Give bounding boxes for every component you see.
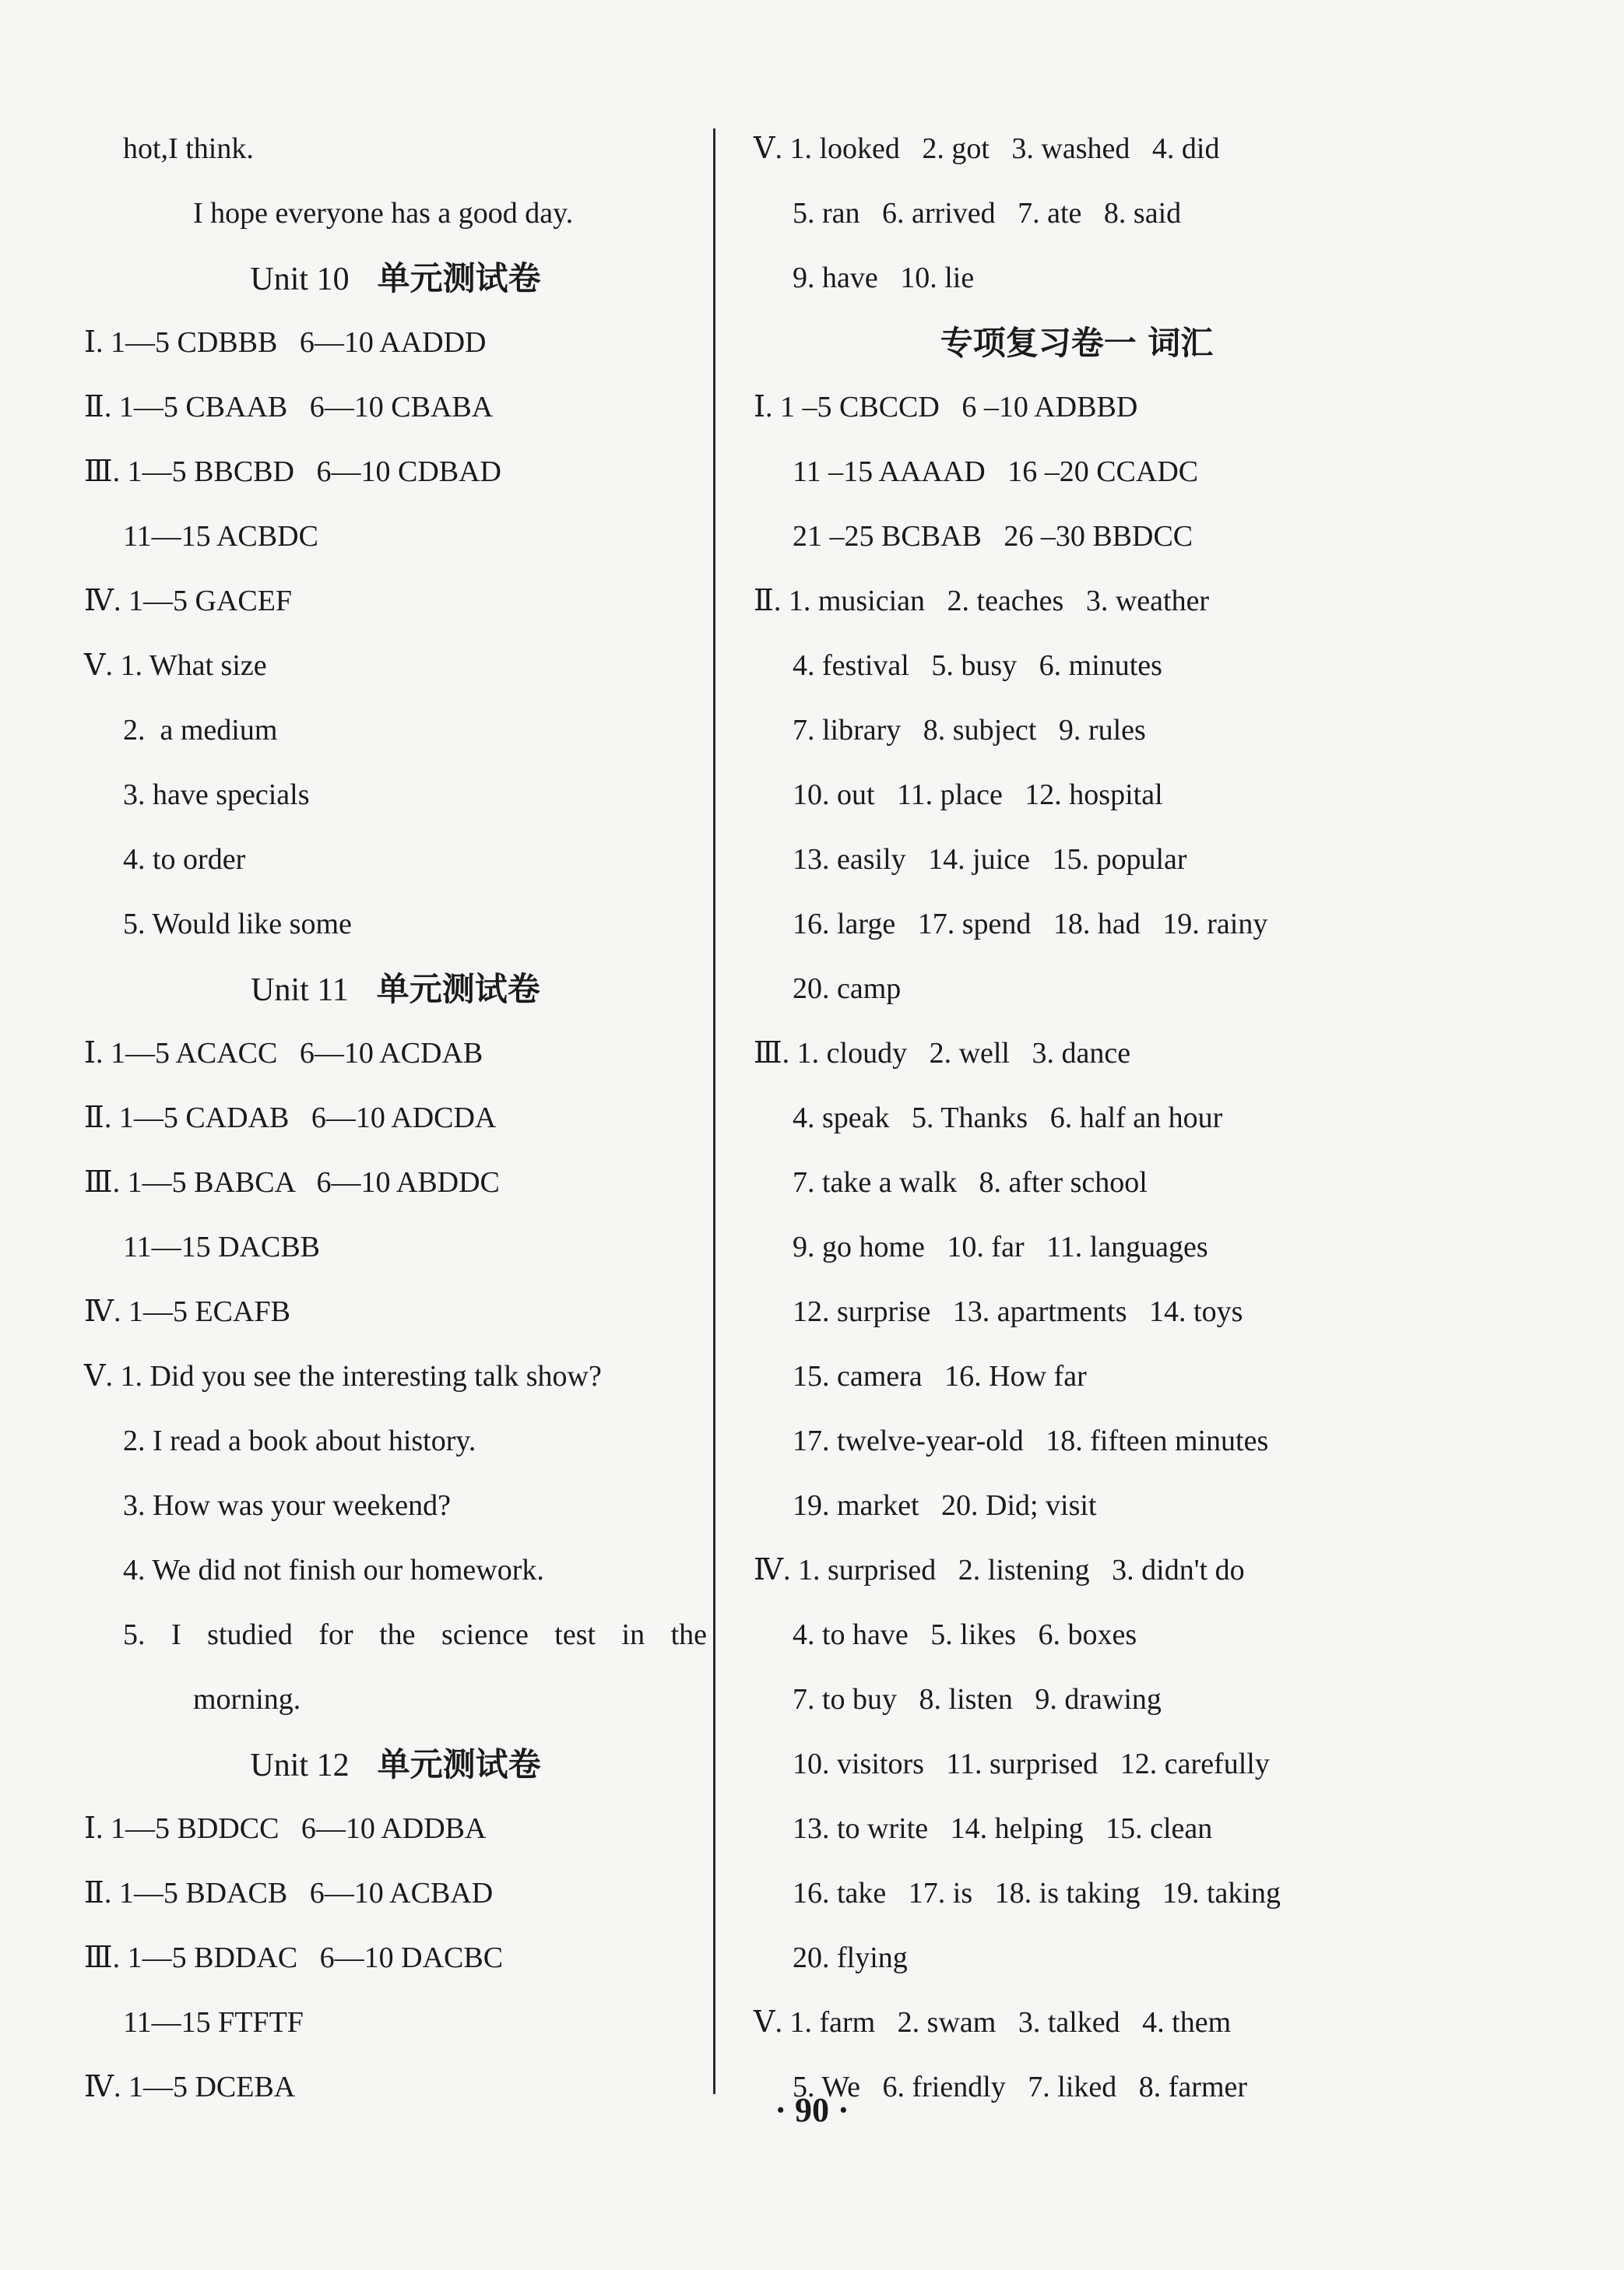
answer-line: 10. visitors 11. surprised 12. carefully	[793, 1748, 1270, 1780]
section-heading	[84, 246, 707, 311]
answer-line: Ⅴ. 1. looked 2. got 3. washed 4. did	[754, 132, 1220, 165]
heading-title: 专项复习卷一 词汇	[940, 324, 1214, 362]
heading-title: 单元测试卷	[377, 259, 541, 297]
answer-line: Ⅰ. 1—5 CDBBB 6—10 AADDD	[84, 326, 487, 359]
answer-line: 12. surprise 13. apartments 14. toys	[793, 1295, 1243, 1328]
answer-line: 20. camp	[793, 972, 902, 1005]
answer-line: Ⅱ. 1—5 CADAB 6—10 ADCDA	[84, 1102, 497, 1134]
section-heading	[84, 957, 707, 1021]
answer-line: 3. have specials	[123, 778, 310, 811]
answer-line: 7. take a walk 8. after school	[793, 1166, 1148, 1199]
answer-line: morning.	[193, 1683, 301, 1716]
answer-line: Ⅲ. 1—5 BDDAC 6—10 DACBC	[84, 1941, 504, 1974]
answer-line: 5. We 6. friendly 7. liked 8. farmer	[793, 2071, 1248, 2103]
answer-line: 13. to write 14. helping 15. clean	[793, 1812, 1213, 1845]
column-divider	[713, 128, 715, 2094]
answer-line: 4. to order	[123, 843, 246, 876]
answer-line: Ⅳ. 1—5 GACEF	[84, 585, 293, 617]
page-number: · 90 ·	[775, 2091, 849, 2129]
answer-line: 4. festival 5. busy 6. minutes	[793, 649, 1162, 682]
answer-line: 3. How was your weekend?	[123, 1489, 452, 1522]
answer-line: Ⅴ. 1. Did you see the interesting talk show?	[84, 1360, 602, 1393]
right-column	[754, 117, 1400, 2120]
heading-unit: Unit 10	[250, 262, 350, 297]
answer-line: 2. I read a book about history.	[123, 1425, 476, 1457]
answer-line: 16. take 17. is 18. is taking 19. taking	[793, 1877, 1281, 1910]
answer-line: Ⅱ. 1—5 BDACB 6—10 ACBAD	[84, 1877, 494, 1910]
answer-line: Ⅳ. 1—5 DCEBA	[84, 2071, 296, 2103]
answer-line: 16. large 17. spend 18. had 19. rainy	[793, 908, 1268, 940]
answer-line: 21 –25 BCBAB 26 –30 BBDCC	[793, 520, 1193, 553]
answer-line: 11—15 FTFTF	[123, 2006, 304, 2039]
answer-line: 9. go home 10. far 11. languages	[793, 1231, 1208, 1263]
heading-unit: Unit 11	[251, 972, 349, 1008]
answer-line: 4. speak 5. Thanks 6. half an hour	[793, 1102, 1223, 1134]
answer-line: Ⅴ. 1. What size	[84, 649, 267, 682]
heading-title: 单元测试卷	[377, 1745, 541, 1783]
answer-line: Ⅰ. 1 –5 CBCCD 6 –10 ADBBD	[754, 391, 1138, 423]
answer-line: 15. camera 16. How far	[793, 1360, 1087, 1393]
heading-title: 单元测试卷	[376, 970, 540, 1008]
answer-line: Ⅲ. 1—5 BABCA 6—10 ABDDC	[84, 1166, 500, 1199]
answer-line: 5. ran 6. arrived 7. ate 8. said	[793, 197, 1182, 230]
answer-line: 11—15 DACBB	[123, 1231, 321, 1263]
answer-line: 5. Would like some	[123, 908, 352, 940]
answer-line: Ⅲ. 1. cloudy 2. well 3. dance	[754, 1037, 1131, 1070]
answer-line: 11—15 ACBDC	[123, 520, 318, 553]
answer-line: 19. market 20. Did; visit	[793, 1489, 1097, 1522]
answer-line: Ⅳ. 1—5 ECAFB	[84, 1295, 290, 1328]
answer-line: Ⅱ. 1—5 CBAAB 6—10 CBABA	[84, 391, 494, 423]
answer-line: I hope everyone has a good day.	[193, 197, 574, 230]
left-column	[84, 117, 707, 2120]
answer-line: Ⅳ. 1. surprised 2. listening 3. didn't do	[754, 1554, 1245, 1587]
heading-unit: Unit 12	[250, 1748, 350, 1783]
answer-line: 7. to buy 8. listen 9. drawing	[793, 1683, 1162, 1716]
answer-line: Ⅰ. 1—5 ACACC 6—10 ACDAB	[84, 1037, 483, 1070]
answer-line: hot,I think.	[123, 132, 254, 165]
answer-line: 11 –15 AAAAD 16 –20 CCADC	[793, 455, 1199, 488]
answer-line: 7. library 8. subject 9. rules	[793, 714, 1146, 747]
answer-line: 5. I studied for the science test in the	[123, 1618, 707, 1651]
answer-line: 4. We did not finish our homework.	[123, 1554, 544, 1587]
answer-line: 17. twelve-year-old 18. fifteen minutes	[793, 1425, 1269, 1457]
section-heading	[754, 311, 1400, 375]
answer-line: 20. flying	[793, 1941, 908, 1974]
answer-line: 2. a medium	[123, 714, 278, 747]
answer-line: 10. out 11. place 12. hospital	[793, 778, 1163, 811]
answer-line: 13. easily 14. juice 15. popular	[793, 843, 1187, 876]
answer-line: Ⅲ. 1—5 BBCBD 6—10 CDBAD	[84, 455, 501, 488]
answer-line: Ⅱ. 1. musician 2. teaches 3. weather	[754, 585, 1210, 617]
answer-line: Ⅰ. 1—5 BDDCC 6—10 ADDBA	[84, 1812, 487, 1845]
answer-line: 4. to have 5. likes 6. boxes	[793, 1618, 1137, 1651]
answer-line: Ⅴ. 1. farm 2. swam 3. talked 4. them	[754, 2006, 1232, 2039]
section-heading	[84, 1732, 707, 1797]
answer-line: 9. have 10. lie	[793, 262, 975, 294]
